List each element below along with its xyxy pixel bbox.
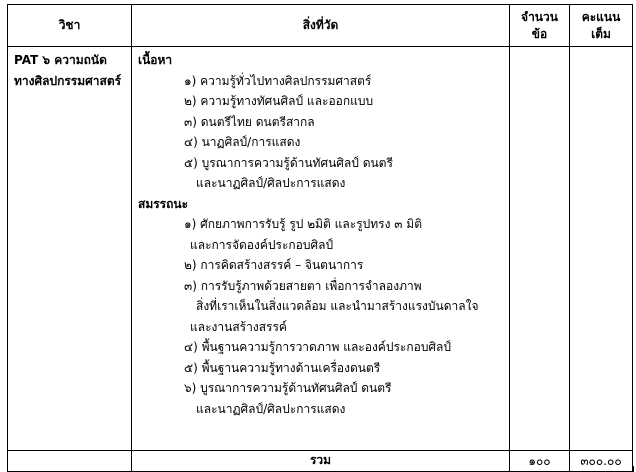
- content-item-5: ๕) บูรณาการความรู้ด้านทัศนศิลป์ ดนตรี: [184, 155, 393, 170]
- content-item-4: ๔) นาฏศิลป์/การแสดง: [184, 135, 301, 149]
- content-row: [8, 47, 633, 451]
- competency-item-6-cont: และนาฏศิลป์/ศิลปะการแสดง: [196, 401, 346, 416]
- header-subject: วิชา: [8, 5, 132, 47]
- competency-item-3-cont2: และงานสร้างสรรค์: [190, 319, 287, 334]
- content-item-3: ๓) ดนตรีไทย ดนตรีสากล: [184, 114, 315, 129]
- competency-item-1-cont: และการจัดองค์ประกอบศิลป์: [190, 237, 334, 252]
- content-item-1: ๑) ความรู้ทั่วไปทางศิลปกรรมศาสตร์: [184, 73, 372, 88]
- competency-item-6: ๖) บูรณาการความรู้ด้านทัศนศิลป์ ดนตรี: [184, 381, 392, 395]
- subject-line1: PAT ๖ ความถนัด: [14, 53, 107, 67]
- content-item-2: ๒) ความรู้ทางทัศนศิลป์ และออกแบบ: [184, 94, 374, 108]
- competency-item-2: ๒) การคิดสร้างสรรค์ – จินตนาการ: [184, 258, 364, 272]
- content-item-5-cont: และนาฏศิลป์/ศิลปะการแสดง: [196, 176, 346, 190]
- header-row: [8, 5, 633, 47]
- next-row-edge: [7, 466, 634, 472]
- section-competency-title: สมรรถนะ: [138, 196, 189, 211]
- competency-item-1: ๑) ศักยภาพการรับรู้ รูป ๒มิติ และรูปทรง ๓ มิติ: [184, 217, 423, 231]
- total-count: ๑๐๐: [510, 451, 570, 472]
- total-label: รวม: [132, 451, 510, 472]
- competency-item-3: ๓) การรับรู้ภาพด้วยสายตา เพื่อการจำลองภาพ: [184, 278, 422, 293]
- subject-line2: ทางศิลปกรรมศาสตร์: [14, 73, 122, 88]
- header-score-line2: เต็ม: [591, 26, 611, 41]
- header-count-line2: ข้อ: [531, 26, 548, 41]
- header-score-line1: คะแนน: [581, 9, 621, 24]
- competency-item-3-cont1: สิ่งที่เราเห็นในสิ่งแวดล้อม และนำมาสร้างแรงบันดาลใจ: [196, 299, 479, 313]
- header-count: [510, 5, 570, 47]
- section-content-title: เนื้อหา: [138, 53, 173, 67]
- score-cell-empty: [570, 47, 633, 451]
- header-count-line1: จำนวน: [521, 9, 558, 24]
- total-score: ๓๐๐.๐๐: [570, 451, 633, 472]
- measure-cell: [132, 47, 510, 451]
- competency-item-5: ๕) พื้นฐานความรู้ทางด้านเครื่องดนตรี: [184, 360, 381, 375]
- header-score: [570, 5, 633, 47]
- subject-cell: [8, 47, 132, 451]
- header-measure: สิ่งที่วัด: [132, 5, 510, 47]
- competency-item-4: ๔) พื้นฐานความรู้การวาดภาพ และองค์ประกอบศิลป์: [184, 340, 452, 354]
- count-cell-empty: [510, 47, 570, 451]
- syllabus-table: [7, 4, 633, 472]
